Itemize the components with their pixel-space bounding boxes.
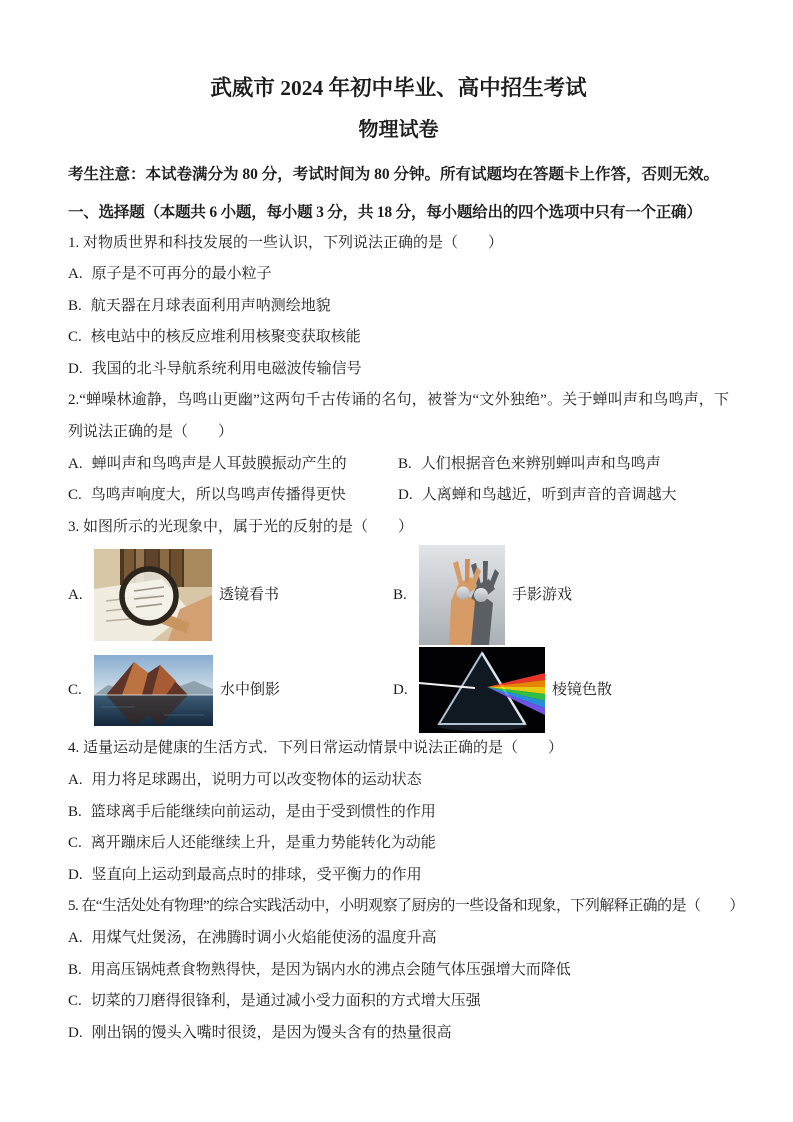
q1-option-d-text: 我国的北斗导航系统利用电磁波传输信号 bbox=[91, 360, 362, 377]
q5-option-c-text: 切菜的刀磨得很锋利，是通过减小受力面积的方式增大压强 bbox=[90, 993, 481, 1010]
water-reflection-photo bbox=[94, 655, 213, 726]
question-3-stem: 3. 如图所示的光现象中，属于光的反射的是（ ） bbox=[68, 518, 414, 535]
hand-shadow-photo bbox=[419, 545, 505, 645]
q3-figure-d-letter: D. bbox=[393, 681, 408, 698]
q4-option-c-letter: C. bbox=[68, 835, 82, 852]
question-5-stem: 5. 在“生活处处有物理”的综合实践活动中，小明观察了厨房的一些设备和现象，下列解释正确的是（ ） bbox=[68, 898, 744, 915]
paper-subtitle: 物理试卷 bbox=[358, 119, 439, 141]
q4-option-b-letter: B. bbox=[68, 803, 82, 820]
q1-option-b-letter: B. bbox=[68, 297, 82, 314]
question-1-stem: 1. 对物质世界和科技发展的一些认识，下列说法正确的是（ ） bbox=[68, 234, 504, 251]
q1-option-a bbox=[68, 259, 729, 291]
q2-option-b-text: 人们根据音色来辨别蝉叫声和鸟鸣声 bbox=[420, 455, 661, 472]
section-1-header: 一、选择题（本题共 6 小题，每小题 3 分，共 18 分，每小题给出的四个选项中只有一个正确） bbox=[68, 203, 702, 221]
q5-option-b-letter: B. bbox=[68, 961, 82, 978]
q3-caption-a: 透镜看书 bbox=[219, 586, 280, 603]
q4-option-a bbox=[68, 765, 729, 797]
q4-option-a-letter: A. bbox=[68, 772, 83, 789]
q2-option-c-text: 鸟鸣声响度大，所以鸟鸣声传播得更快 bbox=[90, 487, 346, 504]
q4-option-b-text: 篮球离手后能继续向前运动，是由于受到惯性的作用 bbox=[90, 803, 436, 820]
q2-option-b bbox=[398, 449, 729, 481]
q1-option-c-text: 核电站中的核反应堆利用核聚变获取核能 bbox=[90, 329, 361, 346]
q3-figure-c-letter: C. bbox=[68, 681, 82, 698]
q5-option-b bbox=[68, 955, 729, 987]
lens-reading-photo bbox=[94, 549, 212, 641]
question-5 bbox=[68, 891, 744, 1049]
q4-option-d-text: 竖直向上运动到最高点时的排球，受平衡力的作用 bbox=[91, 866, 422, 883]
q2-option-a-letter: A. bbox=[68, 455, 83, 472]
q3-figure-c bbox=[68, 655, 393, 726]
q3-figure-b-letter: B. bbox=[393, 586, 407, 603]
q1-option-a-letter: A. bbox=[68, 266, 83, 283]
question-1 bbox=[68, 228, 729, 386]
page-title: 武威市 2024 年初中毕业、高中招生考试 bbox=[210, 76, 587, 100]
q1-option-c-letter: C. bbox=[68, 329, 82, 346]
q5-option-c-letter: C. bbox=[68, 993, 82, 1010]
q1-option-a-text: 原子是不可再分的最小粒子 bbox=[91, 266, 272, 283]
q4-option-c bbox=[68, 828, 729, 860]
q5-option-a-text: 用煤气灶煲汤，在沸腾时调小火焰能使汤的温度升高 bbox=[91, 930, 437, 946]
prism-dispersion-photo bbox=[419, 647, 545, 733]
q2-option-a bbox=[68, 449, 398, 481]
q5-option-d-letter: D. bbox=[68, 1024, 83, 1041]
q3-figure-a bbox=[68, 549, 393, 641]
q5-option-d bbox=[68, 1018, 729, 1050]
q3-caption-b: 手影游戏 bbox=[512, 586, 573, 603]
q5-option-c bbox=[68, 986, 729, 1018]
q1-option-b bbox=[68, 291, 729, 323]
q4-option-c-text: 离开蹦床后人还能继续上升，是重力势能转化为动能 bbox=[90, 835, 436, 852]
q3-figure-b bbox=[393, 545, 729, 645]
question-2 bbox=[68, 385, 729, 511]
q5-option-a bbox=[68, 923, 729, 955]
q3-caption-c: 水中倒影 bbox=[220, 681, 281, 698]
q2-options-row-2 bbox=[68, 480, 729, 512]
q1-option-d-letter: D. bbox=[68, 360, 83, 377]
q2-option-d-text: 人离蝉和鸟越近，听到声音的音调越大 bbox=[421, 487, 677, 504]
page-content bbox=[0, 74, 793, 1049]
q2-option-c-letter: C. bbox=[68, 487, 82, 504]
q2-option-c bbox=[68, 480, 398, 512]
q3-figure-a-letter: A. bbox=[68, 586, 83, 603]
question-4-stem: 4. 适量运动是健康的生活方式．下列日常运动情景中说法正确的是（ ） bbox=[68, 740, 564, 757]
q4-option-d-letter: D. bbox=[68, 866, 83, 883]
q2-option-d bbox=[398, 480, 729, 512]
q3-figure-row-2 bbox=[68, 647, 729, 733]
q3-figure-d bbox=[393, 647, 729, 733]
q2-options-row-1 bbox=[68, 449, 729, 481]
q3-caption-d: 棱镜色散 bbox=[552, 681, 613, 698]
q1-option-b-text: 航天器在月球表面利用声呐测绘地貌 bbox=[90, 297, 331, 314]
q4-option-d bbox=[68, 860, 729, 892]
q5-option-d-text: 刚出锅的馒头入嘴时很烫，是因为馒头含有的热量很高 bbox=[91, 1024, 452, 1041]
question-2-stem: 2.“蝉噪林逾静，鸟鸣山更幽”这两句千古传诵的名句，被誉为“文外独绝”。关于蝉叫声和鸟鸣声，下列说法正确的是（ ） bbox=[68, 392, 729, 441]
q1-option-c bbox=[68, 322, 729, 354]
exam-notice: 考生注意：本试卷满分为 80 分，考试时间为 80 分钟。所有试题均在答题卡上作答，否则无效。 bbox=[68, 166, 720, 183]
q2-option-b-letter: B. bbox=[398, 455, 412, 472]
question-3 bbox=[68, 512, 729, 734]
q4-option-a-text: 用力将足球踢出，说明力可以改变物体的运动状态 bbox=[91, 772, 422, 789]
question-4 bbox=[68, 733, 729, 891]
q4-option-b bbox=[68, 797, 729, 829]
q5-option-a-letter: A. bbox=[68, 930, 83, 946]
q2-option-a-text: 蝉叫声和鸟鸣声是人耳鼓膜振动产生的 bbox=[91, 455, 347, 472]
q2-option-d-letter: D. bbox=[398, 487, 413, 504]
q3-figure-row-1 bbox=[68, 545, 729, 645]
q1-option-d bbox=[68, 354, 729, 386]
q5-option-b-text: 用高压锅炖煮食物熟得快，是因为锅内水的沸点会随气体压强增大而降低 bbox=[90, 961, 571, 978]
